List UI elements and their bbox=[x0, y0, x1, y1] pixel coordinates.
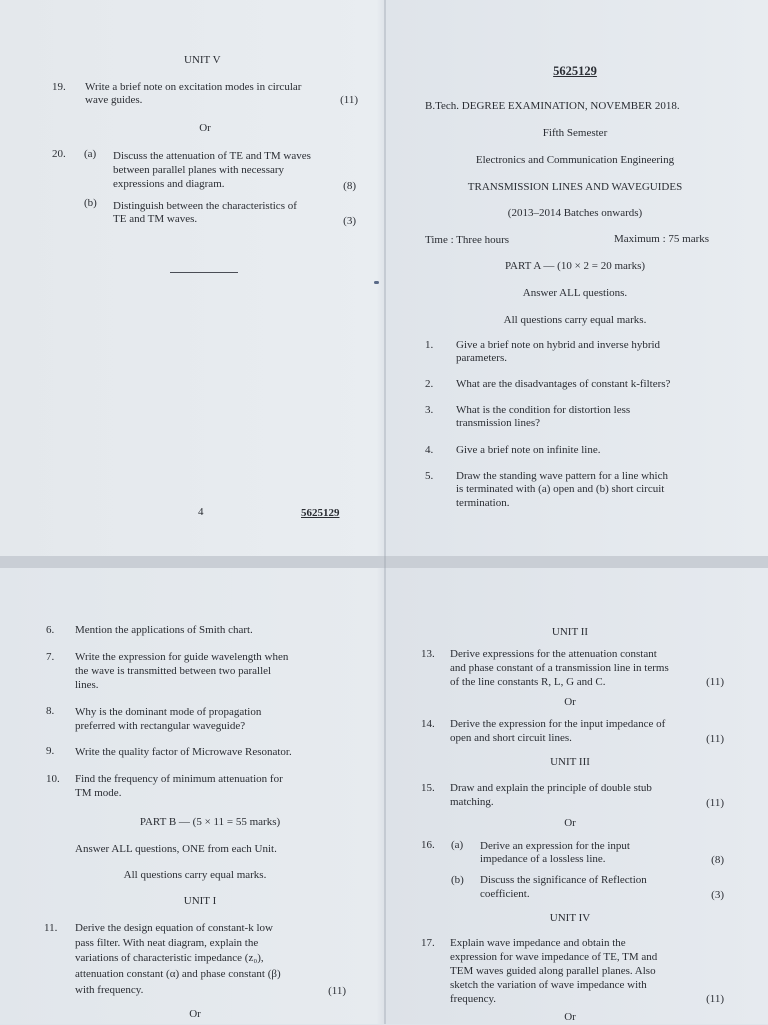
question-text: lines. bbox=[75, 679, 99, 691]
instruction: Answer ALL questions, ONE from each Unit. bbox=[75, 843, 277, 855]
question-text: termination. bbox=[456, 497, 510, 509]
question-text: wave guides. bbox=[85, 94, 143, 106]
question-number: 13. bbox=[421, 648, 435, 660]
question-text: Write the quality factor of Microwave Resonator. bbox=[75, 746, 292, 758]
instruction: All questions carry equal marks. bbox=[123, 869, 267, 881]
subquestion-tag: (b) bbox=[451, 874, 464, 886]
question-number: 1. bbox=[425, 339, 434, 351]
question-text: TEM waves guided along parallel planes. Also bbox=[450, 965, 656, 977]
question-text: Derive the expression for the input impedance of bbox=[450, 718, 666, 730]
question-text: matching. bbox=[450, 796, 494, 808]
paper-code: 5625129 bbox=[553, 64, 597, 78]
unit-heading: UNIT I bbox=[183, 895, 217, 907]
question-marks: (11) bbox=[706, 993, 724, 1005]
maximum-marks: Maximum : 75 marks bbox=[614, 233, 710, 245]
question-marks: (8) bbox=[343, 180, 356, 192]
question-number: 15. bbox=[421, 782, 435, 794]
question-text: Discuss the significance of Reflection bbox=[480, 874, 647, 886]
question-number: 7. bbox=[46, 651, 55, 663]
question-text: Discuss the attenuation of TE and TM waves bbox=[113, 150, 311, 162]
or-separator: Or bbox=[564, 1011, 576, 1023]
question-number: 19. bbox=[52, 81, 66, 93]
question-text: coefficient. bbox=[480, 888, 530, 900]
question-text: Write the expression for guide wavelength when bbox=[75, 651, 289, 663]
question-text: Distinguish between the characteristics of bbox=[113, 200, 297, 212]
question-text: Give a brief note on hybrid and inverse hybrid bbox=[456, 339, 661, 351]
page-fold bbox=[384, 0, 386, 1024]
question-number: 9. bbox=[46, 745, 55, 757]
question-text: between parallel planes with necessary bbox=[113, 164, 285, 176]
question-text: Write a brief note on excitation modes in circular bbox=[85, 81, 302, 93]
exam-title: B.Tech. DEGREE EXAMINATION, NOVEMBER 2018. bbox=[425, 100, 680, 112]
question-text: variations of characteristic impedance (z₀), bbox=[75, 952, 264, 964]
unit-heading: UNIT II bbox=[551, 626, 589, 638]
question-text: What are the disadvantages of constant k-filters? bbox=[456, 378, 671, 390]
question-marks: (11) bbox=[706, 676, 724, 688]
page-number: 4 bbox=[198, 506, 204, 518]
question-number: 2. bbox=[425, 378, 434, 390]
subject-title: TRANSMISSION LINES AND WAVEGUIDES bbox=[467, 181, 683, 193]
question-text: Derive an expression for the input bbox=[480, 840, 630, 852]
instruction: All questions carry equal marks. bbox=[503, 314, 647, 326]
question-text: Give a brief note on infinite line. bbox=[456, 444, 601, 456]
instruction: Answer ALL questions. bbox=[522, 287, 628, 299]
unit-heading: UNIT V bbox=[184, 54, 221, 66]
or-separator: Or bbox=[189, 1008, 201, 1020]
paper-code: 5625129 bbox=[301, 507, 340, 519]
question-text: What is the condition for distortion less bbox=[456, 404, 631, 416]
subquestion-tag: (b) bbox=[84, 197, 97, 209]
part-heading: PART B — (5 × 11 = 55 marks) bbox=[139, 816, 281, 828]
question-number: 20. bbox=[52, 148, 66, 160]
question-text: preferred with rectangular waveguide? bbox=[75, 720, 246, 732]
question-text: transmission lines? bbox=[456, 417, 541, 429]
question-text: impedance of a lossless line. bbox=[480, 853, 606, 865]
question-number: 6. bbox=[46, 624, 55, 636]
question-marks: (11) bbox=[340, 94, 358, 106]
question-text: Draw the standing wave pattern for a line which bbox=[456, 470, 668, 482]
question-marks: (8) bbox=[711, 854, 724, 866]
question-marks: (11) bbox=[706, 733, 724, 745]
question-text: expression for wave impedance of TE, TM and bbox=[450, 951, 658, 963]
or-separator: Or bbox=[564, 696, 576, 708]
question-text: is terminated with (a) open and (b) short circuit bbox=[456, 483, 665, 495]
unit-heading: UNIT III bbox=[550, 756, 590, 768]
question-number: 4. bbox=[425, 444, 434, 456]
question-text: sketch the variation of wave impedance with bbox=[450, 979, 647, 991]
question-number: 11. bbox=[44, 922, 58, 934]
question-text: TM mode. bbox=[75, 787, 122, 799]
question-text: frequency. bbox=[450, 993, 497, 1005]
question-text: of the line constants R, L, G and C. bbox=[450, 676, 606, 688]
question-number: 17. bbox=[421, 937, 435, 949]
question-text: Mention the applications of Smith chart. bbox=[75, 624, 253, 636]
question-text: Draw and explain the principle of double stub bbox=[450, 782, 652, 794]
subquestion-tag: (a) bbox=[84, 148, 97, 160]
question-text: expressions and diagram. bbox=[113, 178, 225, 190]
question-text: open and short circuit lines. bbox=[450, 732, 572, 744]
or-separator: Or bbox=[199, 122, 211, 134]
question-text: parameters. bbox=[456, 352, 507, 364]
question-text: attenuation constant (α) and phase constant (β) bbox=[75, 968, 281, 980]
part-heading: PART A — (10 × 2 = 20 marks) bbox=[504, 260, 646, 272]
branch: Electronics and Communication Engineering bbox=[475, 154, 675, 166]
question-number: 14. bbox=[421, 718, 435, 730]
question-marks: (3) bbox=[343, 215, 356, 227]
question-text: pass filter. With neat diagram, explain the bbox=[75, 937, 259, 949]
question-number: 3. bbox=[425, 404, 434, 416]
question-marks: (3) bbox=[711, 889, 724, 901]
question-marks: (11) bbox=[328, 985, 346, 997]
question-marks: (11) bbox=[706, 797, 724, 809]
question-number: 16. bbox=[421, 839, 435, 851]
time-allowed: Time : Three hours bbox=[425, 234, 510, 246]
semester: Fifth Semester bbox=[542, 127, 608, 139]
question-text: the wave is transmitted between two parallel bbox=[75, 665, 272, 677]
unit-heading: UNIT IV bbox=[549, 912, 591, 924]
batches: (2013–2014 Batches onwards) bbox=[507, 207, 643, 219]
subquestion-tag: (a) bbox=[451, 839, 464, 851]
question-text: Find the frequency of minimum attenuation for bbox=[75, 773, 283, 785]
or-separator: Or bbox=[564, 817, 576, 829]
end-rule bbox=[170, 272, 238, 273]
question-text: Why is the dominant mode of propagation bbox=[75, 706, 262, 718]
question-text: Derive expressions for the attenuation constant bbox=[450, 648, 657, 660]
question-text: with frequency. bbox=[75, 984, 144, 996]
question-text: TE and TM waves. bbox=[113, 213, 198, 225]
question-text: Explain wave impedance and obtain the bbox=[450, 937, 626, 949]
question-text: Derive the design equation of constant-k low bbox=[75, 922, 273, 934]
question-number: 8. bbox=[46, 705, 55, 717]
ink-mark bbox=[374, 281, 379, 284]
question-number: 10. bbox=[46, 773, 60, 785]
question-text: and phase constant of a transmission line in terms bbox=[450, 662, 669, 674]
question-number: 5. bbox=[425, 470, 434, 482]
